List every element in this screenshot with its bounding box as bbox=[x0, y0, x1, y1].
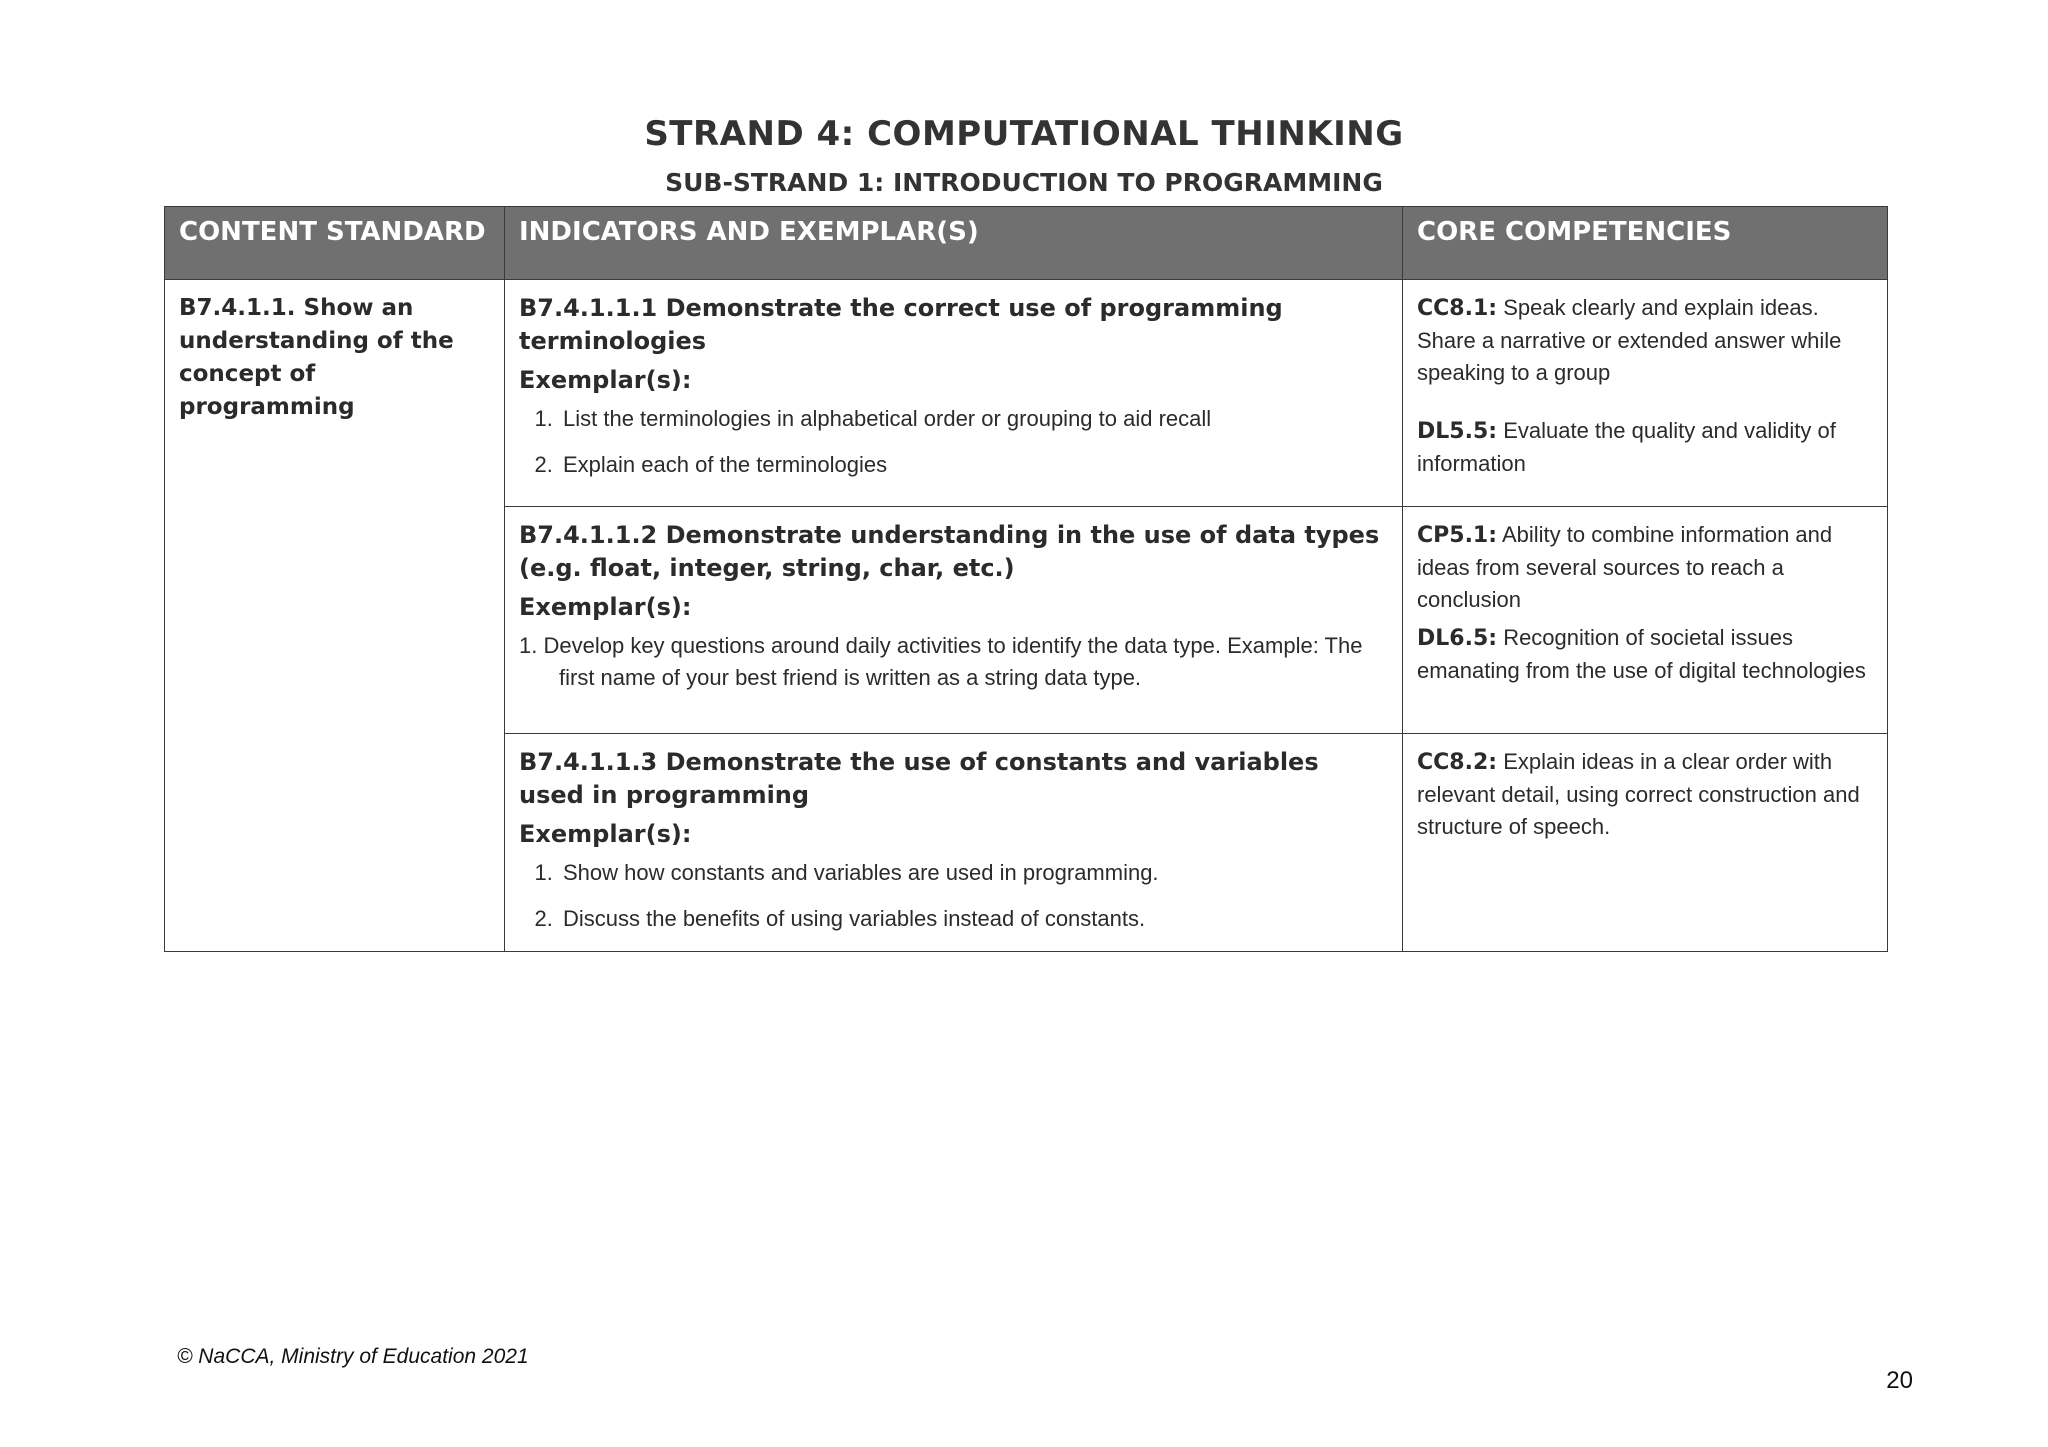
competency-item bbox=[1417, 292, 1873, 389]
content-standard-cell bbox=[165, 280, 505, 952]
exemplar-item: 2. Discuss the benefits of using variables instead of constants. bbox=[559, 903, 1388, 935]
exemplar-label: Exemplar(s): bbox=[519, 593, 692, 621]
competency-code: CC8.2: bbox=[1417, 750, 1498, 775]
header-core-competencies: CORE COMPETENCIES bbox=[1403, 207, 1888, 280]
indicator-cell bbox=[505, 280, 1403, 507]
table-header-row bbox=[165, 207, 1888, 280]
exemplar-item: 1. List the terminologies in alphabetical order or grouping to aid recall bbox=[559, 403, 1388, 435]
competency-text: Speak clearly and explain ideas. Share a narrative or extended answer while speaking to a group bbox=[1417, 295, 1842, 385]
exemplar-text: Develop key questions around daily activities to identify the data type. Example: The first name of your best friend is written as a string data type. bbox=[543, 633, 1363, 690]
exemplar-number: 1. bbox=[519, 633, 538, 658]
strand-title: STRAND 4: COMPUTATIONAL THINKING bbox=[644, 114, 1404, 154]
page-number: 20 bbox=[1886, 1367, 1913, 1394]
indicator-title: B7.4.1.1.2 Demonstrate understanding in the use of data types (e.g. float, integer, string, char, etc.) bbox=[519, 521, 1380, 582]
sub-strand-title: SUB-STRAND 1: INTRODUCTION TO PROGRAMMING bbox=[665, 168, 1383, 197]
exemplar-item: 1. Show how constants and variables are used in programming. bbox=[559, 857, 1388, 889]
competencies-cell bbox=[1403, 280, 1888, 507]
indicator-title: B7.4.1.1.1 Demonstrate the correct use of programming terminologies bbox=[519, 294, 1283, 355]
header-content-standard: CONTENT STANDARD bbox=[165, 207, 505, 280]
exemplar-list bbox=[519, 857, 1388, 935]
exemplar-list bbox=[519, 403, 1388, 481]
indicator-cell bbox=[505, 507, 1403, 734]
competency-item bbox=[1417, 746, 1873, 843]
competency-code: CC8.1: bbox=[1417, 296, 1498, 321]
competency-item bbox=[1417, 415, 1873, 480]
competency-code: DL5.5: bbox=[1417, 419, 1498, 444]
exemplar-label: Exemplar(s): bbox=[519, 820, 692, 848]
competency-code: DL6.5: bbox=[1417, 626, 1498, 651]
indicator-cell bbox=[505, 734, 1403, 952]
competency-code: CP5.1: bbox=[1417, 523, 1498, 548]
exemplar-label: Exemplar(s): bbox=[519, 366, 692, 394]
competency-text: Evaluate the quality and validity of information bbox=[1417, 418, 1836, 476]
indicator-title: B7.4.1.1.3 Demonstrate the use of constants and variables used in programming bbox=[519, 748, 1319, 809]
competencies-cell bbox=[1403, 507, 1888, 734]
content-standard-text: B7.4.1.1. Show an understanding of the concept of programming bbox=[179, 295, 454, 420]
competency-text: Recognition of societal issues emanating from the use of digital technologies bbox=[1417, 625, 1866, 683]
competency-item bbox=[1417, 519, 1873, 616]
competency-text: Ability to combine information and ideas from several sources to reach a conclusion bbox=[1417, 522, 1833, 612]
copyright-notice: © NaCCA, Ministry of Education 2021 bbox=[177, 1345, 529, 1368]
competency-text: Explain ideas in a clear order with relevant detail, using correct construction and structure of speech. bbox=[1417, 749, 1860, 839]
curriculum-table bbox=[164, 206, 1888, 952]
table-row bbox=[165, 280, 1888, 507]
competencies-cell bbox=[1403, 734, 1888, 952]
competency-item bbox=[1417, 622, 1873, 687]
header-indicators: INDICATORS AND EXEMPLAR(S) bbox=[505, 207, 1403, 280]
exemplar-item: 2. Explain each of the terminologies bbox=[559, 449, 1388, 481]
exemplar-item bbox=[519, 630, 1388, 694]
